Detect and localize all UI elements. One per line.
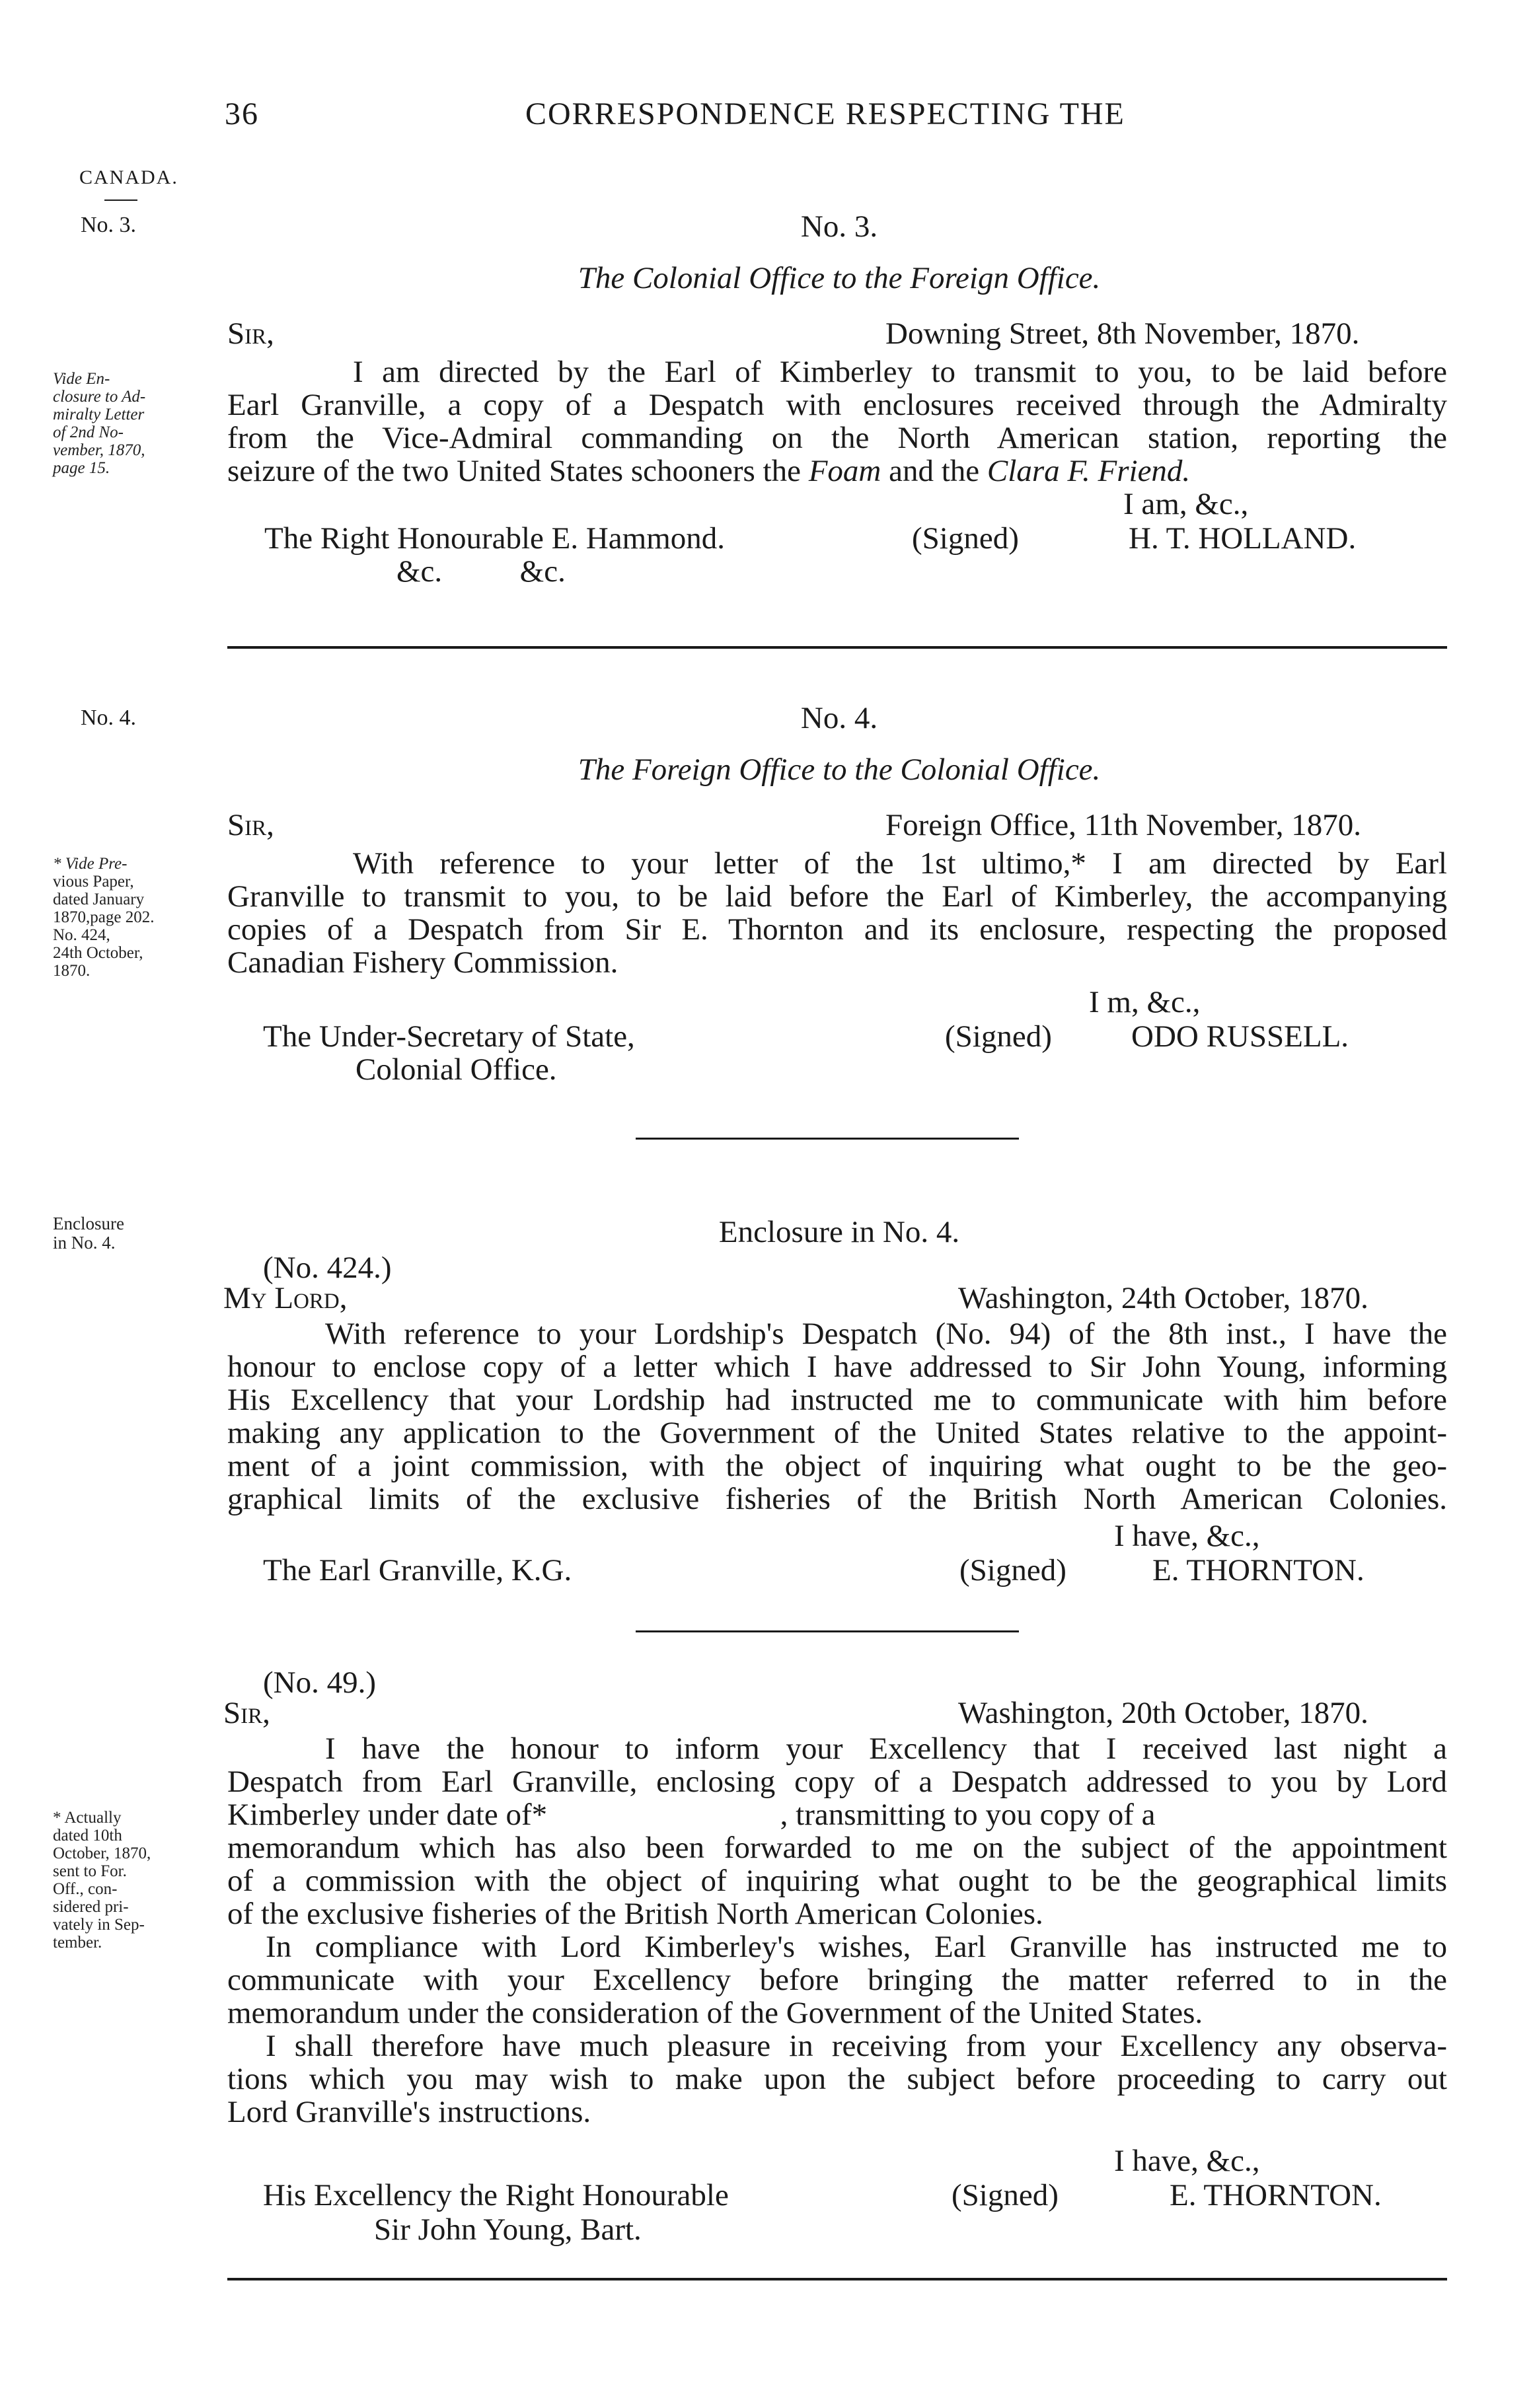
note-line: page 15. [53, 459, 110, 477]
running-title: CORRESPONDENCE RESPECTING THE [525, 96, 1125, 131]
note-line: sidered pri- [53, 1898, 129, 1916]
letter4-subtitle: The Foreign Office to the Colonial Office. [578, 752, 1101, 787]
letter3-closing: I am, &c., [1123, 487, 1249, 521]
enclosure-body-line: With reference to your Lordship's Despatch (No. 94) of the 8th inst., I have the [325, 1317, 1447, 1351]
note-line: sent to For. [53, 1862, 127, 1880]
letter3-body-text: and the [881, 454, 987, 488]
letter3-body-last [227, 455, 1190, 488]
letter4-place-date: Foreign Office, 11th November, 1870. [885, 808, 1361, 842]
region-rule [104, 200, 137, 201]
letter4-signed: (Signed) [945, 1019, 1052, 1054]
subenclosure-para2-line: communicate with your Excellency before bringing the matter referred to in the [227, 1963, 1447, 1997]
letter3-number: No. 3. [800, 209, 878, 244]
letter3-addressee2: &c. &c. [396, 554, 566, 589]
letter3-body-line: Earl Granville, a copy of a Despatch with enclosures received through the Admiralty [227, 388, 1447, 422]
short-rule [636, 1138, 1019, 1140]
letter4-body-line: With reference to your letter of the 1st ultimo,* I am directed by Earl [353, 846, 1447, 881]
subenclosure-addressee: His Excellency the Right Honourable [263, 2178, 729, 2212]
note-line: vember, 1870, [53, 441, 145, 459]
ship-name-foam: Foam [808, 454, 881, 488]
subenclosure-addressee2: Sir John Young, Bart. [374, 2212, 642, 2247]
note-line: Off., con- [53, 1880, 118, 1898]
note-line: 24th October, [53, 944, 143, 962]
enclosure-body-line: His Excellency that your Lordship had instructed me to communicate with him before [227, 1383, 1447, 1417]
note-line: closure to Ad- [53, 388, 146, 406]
letter4-addressee: The Under-Secretary of State, [263, 1019, 635, 1054]
note-line: in No. 4. [53, 1233, 116, 1253]
note-line: 1870,page 202. [53, 908, 155, 926]
enclosure-body-line: making any application to the Government of the United States relative to the appoint- [227, 1416, 1447, 1450]
letter4-number: No. 4. [800, 701, 878, 735]
letter4-body-line: Canadian Fishery Commission. [227, 945, 618, 980]
subenclosure-closing: I have, &c., [1114, 2144, 1260, 2178]
letter4-signatory: ODO RUSSELL. [1131, 1019, 1349, 1054]
short-rule [636, 1630, 1019, 1632]
enclosure-title: Enclosure in No. 4. [718, 1215, 960, 1249]
ship-name-clara: Clara F. Friend. [987, 454, 1191, 488]
subenclosure-ref: (No. 49.) [263, 1665, 376, 1700]
bottom-rule [227, 2278, 1447, 2280]
subenclosure-para1-line: Despatch from Earl Granville, enclosing copy of a Despatch addressed to you by Lord [227, 1765, 1447, 1799]
note-line: No. 424, [53, 926, 110, 944]
note-line: vately in Sep- [53, 1916, 145, 1934]
letter4-body-line: Granville to transmit to you, to be laid before the Earl of Kimberley, the accompanying [227, 879, 1447, 914]
enclosure-addressee: The Earl Granville, K.G. [263, 1553, 572, 1587]
note-no3 [53, 370, 145, 477]
letter3-body-text: seizure of the two United States schooners the [227, 454, 809, 488]
enclosure-place-date: Washington, 24th October, 1870. [958, 1281, 1368, 1315]
note-line: dated 10th [53, 1827, 122, 1844]
subenclosure-salutation: Sir, [223, 1696, 270, 1730]
subenclosure-place-date: Washington, 20th October, 1870. [958, 1696, 1368, 1730]
subenclosure-para1-line: memorandum which has also been forwarded to me on the subject of the appointment [227, 1831, 1447, 1865]
enclosure-closing: I have, &c., [1114, 1519, 1260, 1553]
page-number: 36 [225, 96, 259, 131]
letter3-subtitle: The Colonial Office to the Foreign Office. [578, 261, 1101, 295]
side-no4: No. 4. [81, 706, 137, 730]
subenclosure-para2-line: In compliance with Lord Kimberley's wishes, Earl Granville has instructed me to [266, 1930, 1447, 1964]
subenclosure-para3-line: Lord Granville's instructions. [227, 2095, 591, 2129]
note-line: Enclosure [53, 1214, 124, 1233]
note-line: tember. [53, 1934, 102, 1952]
note-line: of 2nd No- [53, 423, 124, 441]
note-line: * Actually [53, 1809, 122, 1827]
enclosure-ref: (No. 424.) [263, 1251, 392, 1285]
letter4-salutation: Sir, [227, 808, 274, 842]
enclosure-body-line: graphical limits of the exclusive fisheries of the British North American Colonies. [227, 1482, 1447, 1516]
letter4-closing: I m, &c., [1089, 985, 1201, 1019]
note-line: dated January [53, 891, 145, 908]
note-line: October, 1870, [53, 1844, 151, 1862]
subenclosure-signatory: E. THORNTON. [1170, 2178, 1382, 2212]
letter3-salutation: Sir, [227, 316, 274, 351]
subenclosure-para1-line: Kimberley under date of* , transmitting to you copy of a [227, 1798, 1156, 1832]
subenclosure-para2-line: memorandum under the consideration of the Government of the United States. [227, 1996, 1203, 2030]
enclosure-signed: (Signed) [959, 1553, 1066, 1587]
enclosure-body-line: honour to enclose copy of a letter which I have addressed to Sir John Young, informing [227, 1350, 1447, 1384]
letter3-body-line: I am directed by the Earl of Kimberley to transmit to you, to be laid before [353, 355, 1447, 389]
subenclosure-para3-line: I shall therefore have much pleasure in receiving from your Excellency any observa- [266, 2029, 1447, 2063]
note-no4 [53, 855, 154, 980]
subenclosure-para1-line: of a commission with the object of inquiring what ought to be the geographical limits [227, 1864, 1447, 1898]
note-line: vious Paper, [53, 873, 134, 891]
note-line: miralty Letter [53, 406, 145, 423]
enclosure-body-line: ment of a joint commission, with the object of inquiring what ought to be the geo- [227, 1449, 1447, 1483]
letter3-addressee: The Right Honourable E. Hammond. [264, 521, 726, 556]
letter3-place-date: Downing Street, 8th November, 1870. [885, 316, 1360, 351]
note-line: 1870. [53, 962, 91, 980]
letter3-signatory: H. T. HOLLAND. [1129, 521, 1357, 556]
region-label: CANADA. [79, 166, 178, 188]
subenclosure-para1-line: I have the honour to inform your Excellency that I received last night a [325, 1732, 1447, 1766]
subenclosure-para3-line: tions which you may wish to make upon the subject before proceeding to carry out [227, 2062, 1447, 2096]
note-no49 [53, 1809, 151, 1952]
letter3-signed: (Signed) [912, 521, 1019, 556]
note-line: * Vide Pre- [53, 855, 128, 873]
subenclosure-signed: (Signed) [952, 2178, 1059, 2212]
subenclosure-para1-line: of the exclusive fisheries of the British North American Colonies. [227, 1897, 1043, 1931]
letter4-addressee2: Colonial Office. [355, 1052, 557, 1087]
letter3-body-line: from the Vice-Admiral commanding on the North American station, reporting the [227, 421, 1447, 455]
side-enclosure [53, 1214, 124, 1253]
letter4-body-line: copies of a Despatch from Sir E. Thornton and its enclosure, respecting the proposed [227, 912, 1447, 947]
enclosure-salutation: My Lord, [223, 1281, 348, 1315]
side-no3: No. 3. [81, 213, 137, 237]
section-rule [227, 646, 1447, 649]
note-line: Vide En- [53, 370, 110, 388]
enclosure-signatory: E. THORNTON. [1152, 1553, 1365, 1587]
